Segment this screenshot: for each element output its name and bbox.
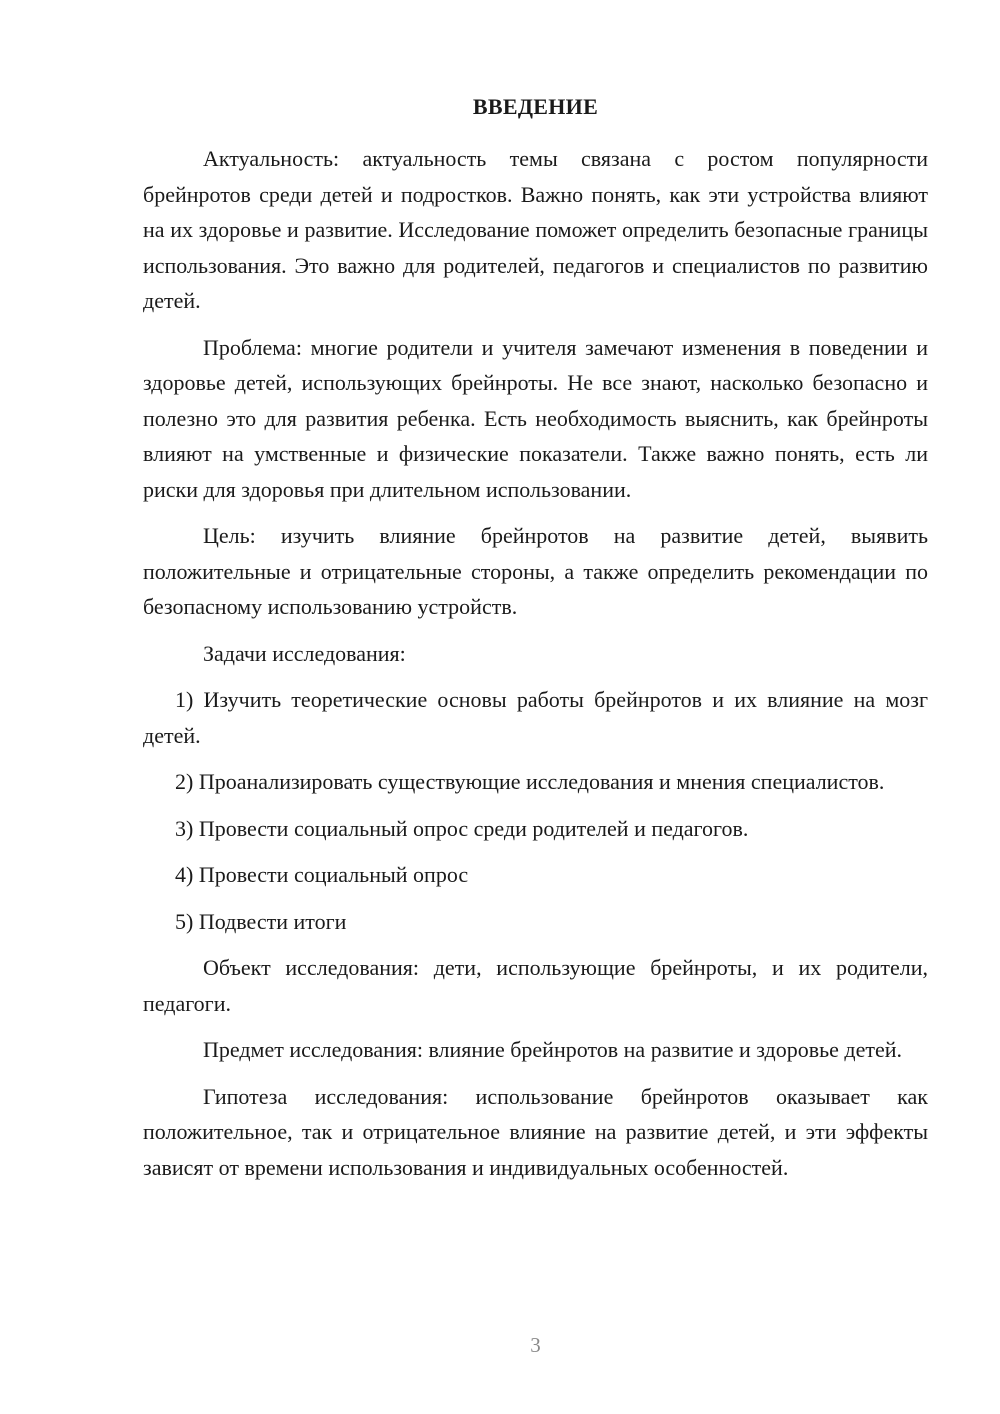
task-item: 1) Изучить теоретические основы работы брейнротов и их влияние на мозг детей.: [143, 687, 928, 748]
document-page: [143, 0, 928, 1414]
tasks-title: Задачи исследования:: [203, 640, 406, 666]
page-number: 3: [530, 1333, 541, 1357]
task-item: 4) Провести социальный опрос: [175, 862, 469, 887]
relevance-paragraph: Актуальность: актуальность темы связана с ростом популярности брейнротов среди детей и подростков. Важно понять, как эти устройства влияют на их здоровье и развитие. Исследование поможет определить безопасные границы использования. Это важно для родителей, педагогов и специалистов по развитию детей.: [143, 146, 928, 313]
goal-paragraph: Цель: изучить влияние брейнротов на развитие детей, выявить положительные и отрицательные стороны, а также определить рекомендации по безопасному использованию устройств.: [143, 523, 928, 619]
problem-paragraph: Проблема: многие родители и учителя замечают изменения в поведении и здоровье детей, использующих брейнроты. Не все знают, насколько безопасно и полезно это для развития ребенка. Есть необходимость выяснить, как брейнроты влияют на умственные и физические показатели. Также важно понять, есть ли риски для здоровья при длительном использовании.: [143, 334, 928, 502]
hypothesis-paragraph: Гипотеза исследования: использование брейнротов оказывает как положительное, так и отрицательное влияние на развитие детей, и эти эффекты зависят от времени использования и индивидуальных особенностей.: [143, 1083, 928, 1180]
task-item: 5) Подвести итоги: [175, 908, 347, 934]
subject-paragraph: Предмет исследования: влияние брейнротов на развитие и здоровье детей.: [203, 1037, 903, 1062]
task-item: 3) Провести социальный опрос среди родителей и педагогов.: [175, 815, 749, 841]
document-body: [143, 141, 928, 1196]
object-paragraph: Объект исследования: дети, использующие брейнроты, и их родители, педагоги.: [143, 955, 928, 1016]
section-heading: ВВЕДЕНИЕ: [472, 94, 599, 119]
task-item: 2) Проанализировать существующие исследования и мнения специалистов.: [175, 769, 885, 794]
